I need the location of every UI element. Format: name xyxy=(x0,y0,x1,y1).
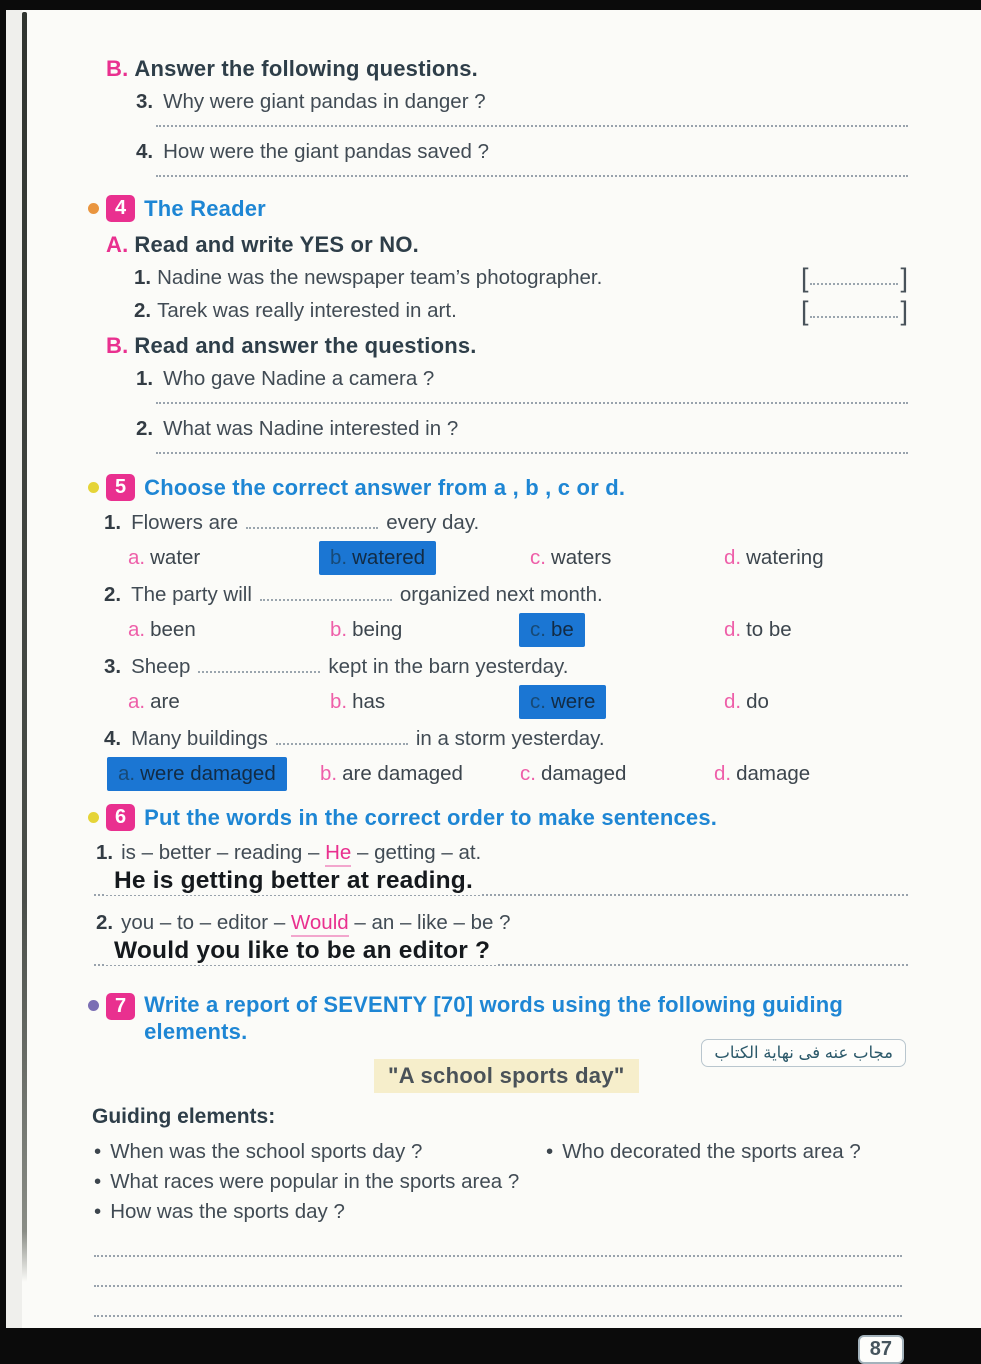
option-text: were xyxy=(550,690,596,713)
mcq-stem xyxy=(88,655,908,679)
question-number: 4. xyxy=(136,140,154,163)
guiding-text: Who decorated the sports area ? xyxy=(562,1140,861,1163)
question-number: 1. xyxy=(104,511,122,534)
bullet-icon: • xyxy=(546,1140,554,1163)
option-letter: b. xyxy=(330,618,348,641)
option-b xyxy=(319,541,436,575)
option-text: has xyxy=(352,690,386,713)
question-text: Why were giant pandas in danger ? xyxy=(163,90,486,113)
option-b xyxy=(320,762,463,786)
blank-line xyxy=(260,585,392,601)
stem-before: The party will xyxy=(131,583,252,606)
bullet-icon: • xyxy=(94,1170,102,1193)
guiding-text: When was the school sports day ? xyxy=(110,1140,423,1163)
item-text: Nadine was the newspaper team’s photographer. xyxy=(157,266,603,289)
blank-line xyxy=(276,729,408,745)
yes-no-item xyxy=(88,263,908,293)
writing-line xyxy=(94,1283,902,1287)
option-text: watered xyxy=(352,546,426,569)
writing-line xyxy=(94,1313,902,1317)
blank-line xyxy=(246,513,378,529)
question-number: 3. xyxy=(136,90,154,113)
question-text: What was Nadine interested in ? xyxy=(163,417,459,440)
option-letter: b. xyxy=(320,762,338,785)
option-text: damaged xyxy=(540,762,627,785)
stem-after: kept in the barn yesterday. xyxy=(328,655,569,678)
section-number-badge: 7 xyxy=(106,993,135,1020)
guiding-item xyxy=(94,1137,546,1167)
option-d xyxy=(724,618,792,642)
section-bullet-dot xyxy=(88,1000,99,1011)
mcq-options xyxy=(88,546,908,570)
part-b-heading xyxy=(88,333,908,359)
page-fold-line xyxy=(22,12,27,1282)
written-answer-row xyxy=(94,867,908,903)
left-bracket: [ xyxy=(800,296,809,326)
option-c xyxy=(530,546,611,570)
part-title: Read and write YES or NO. xyxy=(134,232,419,257)
option-text: be xyxy=(550,618,574,641)
page-number-badge: 87 xyxy=(858,1335,904,1364)
question-row xyxy=(88,140,908,164)
stem-before: Sheep xyxy=(131,655,191,678)
option-text: damage xyxy=(736,762,811,785)
answer-line xyxy=(156,123,908,127)
option-letter: a. xyxy=(128,690,146,713)
section-4-header xyxy=(88,195,908,222)
stem-before: Flowers are xyxy=(131,511,239,534)
report-topic: "A school sports day" xyxy=(374,1059,639,1093)
answer-line xyxy=(156,400,908,404)
item-number: 1. xyxy=(134,266,152,289)
answer-line xyxy=(156,173,908,177)
scramble-post: – an – like – be ? xyxy=(348,911,511,934)
question-number: 3. xyxy=(104,655,122,678)
section-bullet-dot xyxy=(88,482,99,493)
option-d xyxy=(724,546,824,570)
page-content xyxy=(88,56,908,1364)
mcq-stem xyxy=(88,511,908,535)
section-number-badge: 6 xyxy=(106,804,135,831)
option-text: to be xyxy=(746,618,792,641)
stem-after: organized next month. xyxy=(399,583,603,606)
option-c xyxy=(520,762,626,786)
blank-line xyxy=(198,657,320,673)
option-a xyxy=(128,546,200,570)
section-title: Write a report of SEVENTY [70] words using the following guiding elements. xyxy=(144,992,844,1044)
scramble-pre: is – better – reading – xyxy=(121,841,326,864)
item-number: 2. xyxy=(96,911,114,934)
page-number-row xyxy=(88,1335,904,1364)
option-text: were damaged xyxy=(140,762,276,785)
scramble-item xyxy=(88,841,908,865)
arabic-note-box: مجاب عنه فى نهاية الكتاب xyxy=(701,1039,906,1067)
answer-slot xyxy=(800,296,908,326)
option-b xyxy=(330,690,385,714)
guiding-item xyxy=(94,1197,908,1227)
option-a xyxy=(128,618,196,642)
guiding-text: What races were popular in the sports area ? xyxy=(110,1170,520,1193)
option-letter: c. xyxy=(520,762,536,785)
question-text: How were the giant pandas saved ? xyxy=(163,140,490,163)
section-title: Choose the correct answer from a , b , c or d. xyxy=(144,474,626,500)
question-row xyxy=(88,417,908,441)
scramble-keyword: Would xyxy=(291,911,349,937)
option-letter: d. xyxy=(724,690,742,713)
option-text: are damaged xyxy=(342,762,463,785)
option-d xyxy=(714,762,810,786)
section-title: The Reader xyxy=(144,195,266,221)
option-text: do xyxy=(746,690,769,713)
mcq-options xyxy=(88,618,908,642)
option-b xyxy=(330,618,402,642)
question-row xyxy=(88,90,908,114)
option-c xyxy=(519,613,585,647)
option-letter: c. xyxy=(530,618,546,641)
section-6-header xyxy=(88,804,908,831)
written-answer: He is getting better at reading. xyxy=(106,867,481,895)
guiding-item xyxy=(94,1167,908,1197)
guiding-elements-list xyxy=(88,1137,908,1227)
item-text: Tarek was really interested in art. xyxy=(157,299,457,322)
question-text: Who gave Nadine a camera ? xyxy=(163,367,435,390)
mcq-options xyxy=(88,762,908,786)
scramble-item xyxy=(88,911,908,935)
bullet-icon: • xyxy=(94,1200,102,1223)
question-number: 2. xyxy=(136,417,154,440)
part-letter: B. xyxy=(106,333,129,358)
option-text: being xyxy=(352,618,403,641)
stem-before: Many buildings xyxy=(131,727,268,750)
report-topic-row xyxy=(88,1044,908,1095)
written-answer-row xyxy=(94,937,908,973)
scramble-keyword: He xyxy=(325,841,351,867)
option-letter: c. xyxy=(530,546,546,569)
guiding-item xyxy=(546,1137,908,1167)
guiding-text: How was the sports day ? xyxy=(110,1200,345,1223)
option-a xyxy=(128,690,180,714)
section-5-header xyxy=(88,474,908,501)
written-answer: Would you like to be an editor ? xyxy=(106,937,498,965)
section-bullet-dot xyxy=(88,203,99,214)
question-number: 2. xyxy=(104,583,122,606)
guiding-elements-label: Guiding elements: xyxy=(92,1105,276,1128)
answer-slot xyxy=(800,263,908,293)
option-letter: a. xyxy=(128,618,146,641)
option-letter: a. xyxy=(118,762,136,785)
mcq-stem xyxy=(88,727,908,751)
mcq-options xyxy=(88,690,908,714)
option-letter: d. xyxy=(724,546,742,569)
answer-dots xyxy=(810,271,898,285)
bullet-icon: • xyxy=(94,1140,102,1163)
scramble-pre: you – to – editor – xyxy=(121,911,291,934)
part-a-heading xyxy=(88,232,908,258)
section-7-header xyxy=(88,991,908,1045)
workbook-page xyxy=(6,10,981,1360)
scramble-text xyxy=(121,911,510,935)
page-edge xyxy=(6,10,22,1328)
writing-line xyxy=(94,1253,902,1257)
stem-after: every day. xyxy=(386,511,480,534)
left-bracket: [ xyxy=(800,263,809,293)
right-bracket: ] xyxy=(900,296,908,326)
option-text: are xyxy=(150,690,180,713)
option-letter: b. xyxy=(330,690,348,713)
option-text: water xyxy=(150,546,201,569)
question-number: 1. xyxy=(136,367,154,390)
scramble-text xyxy=(121,841,481,865)
part-letter: A. xyxy=(106,232,129,257)
section-number-badge: 5 xyxy=(106,474,135,501)
option-c xyxy=(519,685,606,719)
section-number-badge: 4 xyxy=(106,195,135,222)
option-text: watering xyxy=(746,546,824,569)
answer-dots xyxy=(810,304,898,318)
option-letter: a. xyxy=(128,546,146,569)
option-letter: d. xyxy=(724,618,742,641)
section-bullet-dot xyxy=(88,812,99,823)
part-title: Read and answer the questions. xyxy=(134,333,477,358)
scramble-post: – getting – at. xyxy=(351,841,482,864)
right-bracket: ] xyxy=(900,263,908,293)
option-text: waters xyxy=(550,546,612,569)
stem-after: in a storm yesterday. xyxy=(415,727,605,750)
section-title: Answer the following questions. xyxy=(134,56,478,81)
mcq-stem xyxy=(88,583,908,607)
answer-line xyxy=(156,450,908,454)
yes-no-item xyxy=(88,296,908,326)
option-text: been xyxy=(150,618,196,641)
option-a xyxy=(107,757,287,791)
option-d xyxy=(724,690,769,714)
section-b-heading xyxy=(88,56,908,82)
option-letter: d. xyxy=(714,762,732,785)
item-number: 1. xyxy=(96,841,114,864)
question-row xyxy=(88,367,908,391)
question-number: 4. xyxy=(104,727,122,750)
item-number: 2. xyxy=(134,299,152,322)
section-letter: B. xyxy=(106,56,129,81)
section-title: Put the words in the correct order to make sentences. xyxy=(144,804,718,830)
option-letter: b. xyxy=(330,546,348,569)
option-letter: c. xyxy=(530,690,546,713)
